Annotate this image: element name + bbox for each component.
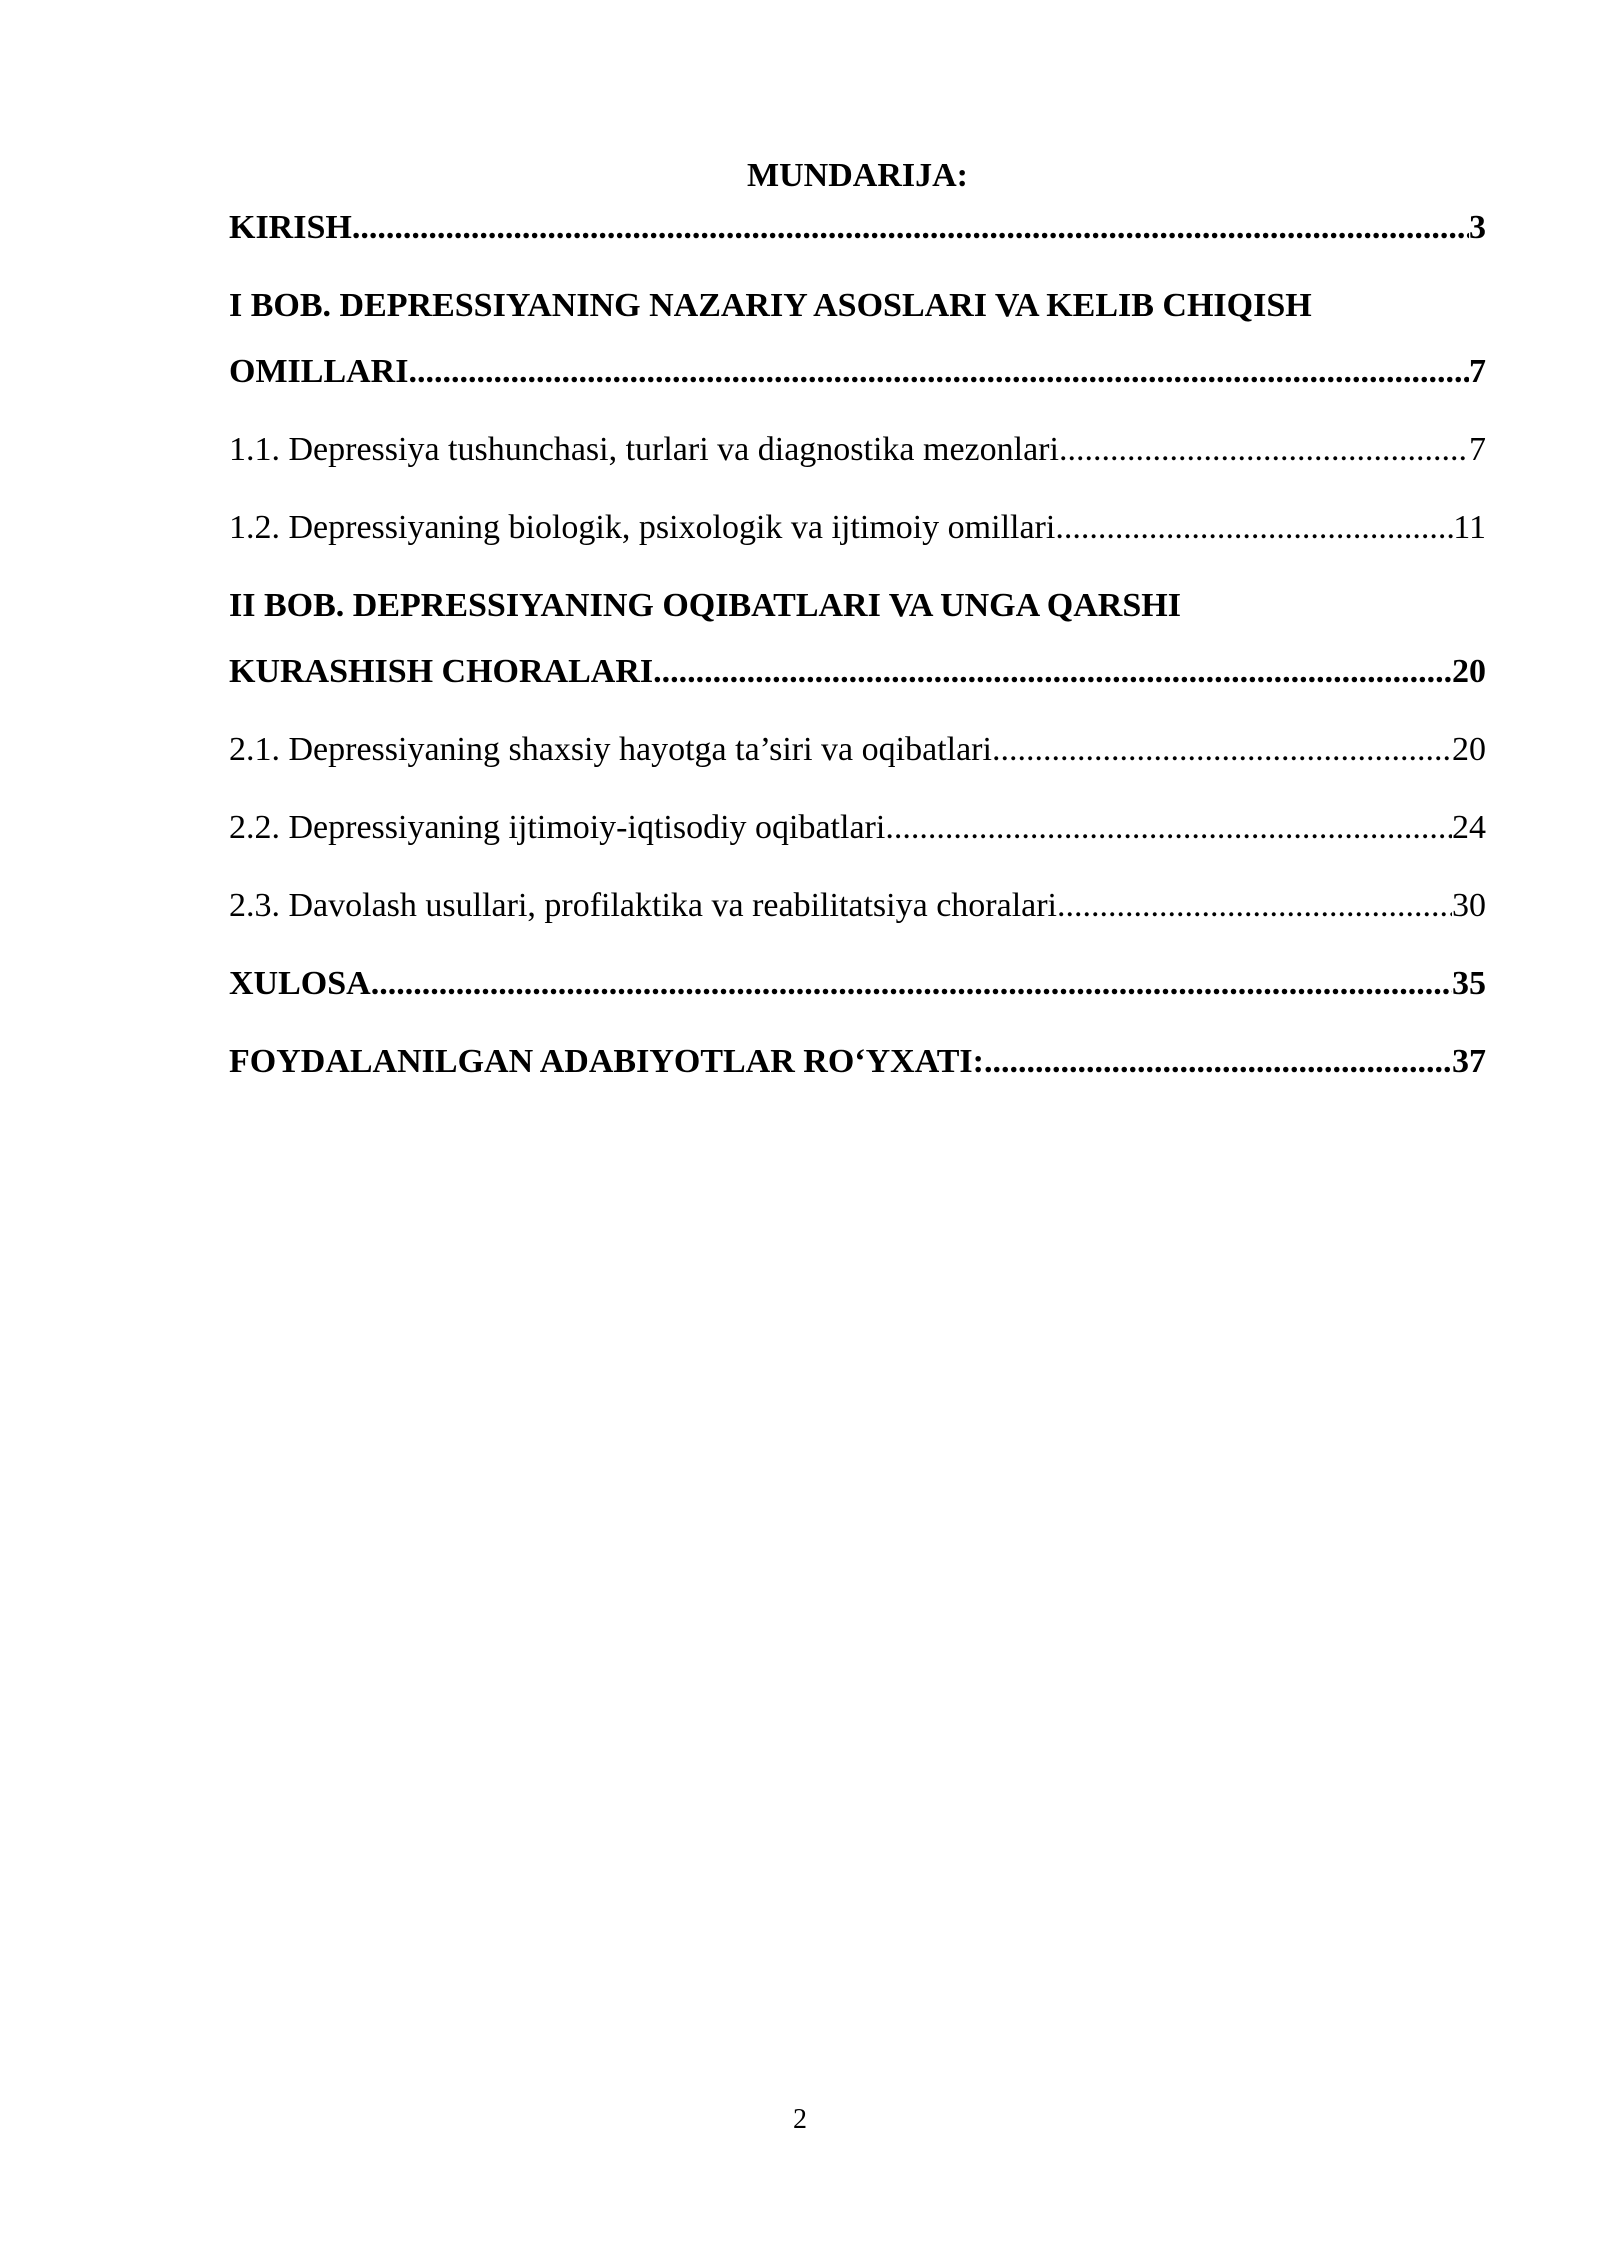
dot-leader <box>992 724 1452 776</box>
dot-leader <box>1057 880 1452 932</box>
dot-leader <box>984 1036 1452 1088</box>
toc-entry-label: XULOSA <box>229 965 371 1002</box>
toc-entry-label: FOYDALANILGAN ADABIYOTLAR RO‘YXATI: <box>229 1043 984 1080</box>
dot-leader <box>408 346 1469 398</box>
toc-entry-page: 11 <box>1453 509 1486 546</box>
toc-chapter-1-title[interactable]: I BOB. DEPRESSIYANING NAZARIY ASOSLARI VA KELIB CHIQISH <box>229 287 1312 324</box>
dot-leader <box>352 202 1469 254</box>
toc-entry-chapter-2[interactable] <box>229 646 1486 698</box>
toc-entry-label: 2.3. Davolash usullari, profilaktika va reabilitatsiya choralari <box>229 887 1058 924</box>
toc-entry-1-1[interactable] <box>229 424 1486 476</box>
toc-entry-1-2[interactable] <box>229 502 1486 554</box>
toc-entry-2-3[interactable] <box>229 880 1486 932</box>
toc-entry-label: 2.1. Depressiyaning shaxsiy hayotga ta’siri va oqibatlari <box>229 731 992 768</box>
toc-entry-2-2[interactable] <box>229 802 1486 854</box>
toc-entry-label: OMILLARI <box>229 353 409 390</box>
toc-entry-xulosa[interactable] <box>229 958 1486 1010</box>
toc-entry-page: 3 <box>1469 209 1486 246</box>
toc-entry-page: 30 <box>1452 887 1486 924</box>
toc-entry-kirish[interactable] <box>229 202 1486 254</box>
toc-entry-references[interactable] <box>229 1036 1486 1088</box>
toc-entry-chapter-1[interactable] <box>229 346 1486 398</box>
dot-leader <box>653 646 1452 698</box>
toc-entry-page: 7 <box>1469 353 1486 390</box>
toc-entry-label: KIRISH <box>229 209 352 246</box>
toc-entry-page: 20 <box>1452 731 1486 768</box>
dot-leader <box>371 958 1452 1010</box>
toc-entry-page: 24 <box>1452 809 1486 846</box>
toc-entry-2-1[interactable] <box>229 724 1486 776</box>
toc-entry-label: 2.2. Depressiyaning ijtimoiy-iqtisodiy oqibatlari <box>229 809 886 846</box>
toc-heading: MUNDARIJA: <box>747 157 968 194</box>
toc-entry-page: 35 <box>1452 965 1486 1002</box>
toc-chapter-2-title[interactable]: II BOB. DEPRESSIYANING OQIBATLARI VA UNGA QARSHI <box>229 587 1181 624</box>
toc-entry-page: 37 <box>1452 1043 1486 1080</box>
dot-leader <box>885 802 1452 854</box>
toc-entry-label: 1.1. Depressiya tushunchasi, turlari va diagnostika mezonlari <box>229 431 1059 468</box>
dot-leader <box>1055 502 1453 554</box>
toc-entry-label: KURASHISH CHORALARI <box>229 653 654 690</box>
dot-leader <box>1059 424 1469 476</box>
toc-entry-label: 1.2. Depressiyaning biologik, psixologik va ijtimoiy omillari <box>229 509 1056 546</box>
table-of-contents <box>229 150 1486 1088</box>
toc-entry-page: 7 <box>1469 431 1486 468</box>
page-number: 2 <box>793 2104 807 2135</box>
toc-entry-page: 20 <box>1452 653 1486 690</box>
